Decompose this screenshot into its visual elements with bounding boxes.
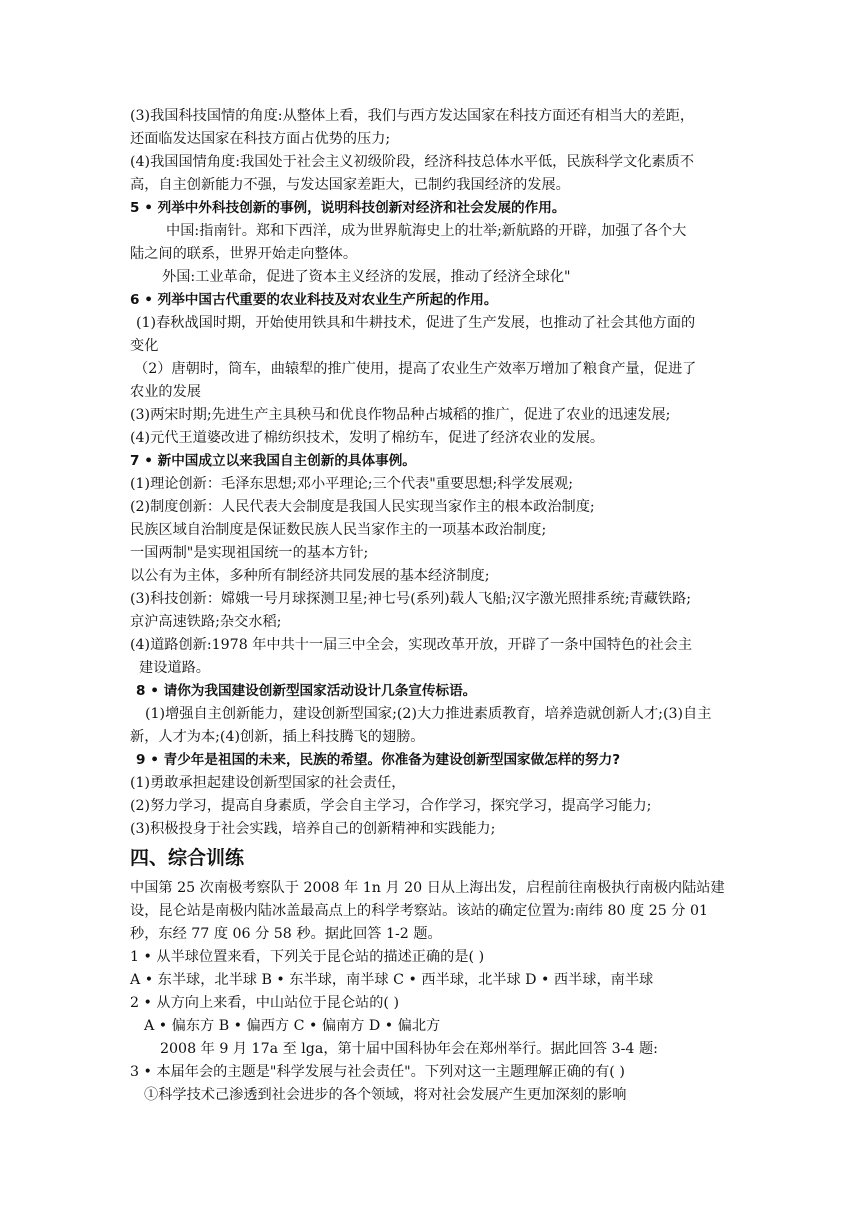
- question-text: 3 • 本届年会的主题是"科学发展与社会责任"。下列对这一主题理解正确的有( ): [130, 1064, 625, 1080]
- text-line: 京沪高速铁路;杂交水稻;: [130, 614, 282, 630]
- text-line: 以公有为主体，多种所有制经济共同发展的基本经济制度;: [130, 568, 490, 584]
- text-line: 中国第 25 次南极考察队于 2008 年 1n 月 20 日从上海出发，启程前往南极执行南极内陆站建: [130, 880, 725, 896]
- text-line: (4)我国国情角度:我国处于社会主义初级阶段，经济科技总体水平低，民族科学文化素质不: [130, 154, 695, 170]
- answer-options: A • 东半球，北半球 B • 东半球，南半球 C • 西半球，北半球 D • 西半球，南半球: [130, 972, 654, 988]
- question-heading: 7 • 新中国成立以来我国自主创新的具体事例。: [130, 453, 416, 469]
- text-line: 民族区域自治制度是保证数民族人民当家作主的一项基本政治制度;: [130, 522, 547, 538]
- question-heading: 5 • 列举中外科技创新的事例，说明科技创新对经济和社会发展的作用。: [130, 200, 566, 216]
- question-text: 2 • 从方向上来看，中山站位于昆仑站的( ): [130, 995, 399, 1011]
- text-line: 一国两制"是实现祖国统一的基本方针;: [130, 545, 369, 561]
- text-line: 新，人才为本;(4)创新，插上科技腾飞的翅膀。: [130, 729, 425, 745]
- text-line: 外国:工业革命，促进了资本主义经济的发展，推动了经济全球化": [162, 269, 571, 285]
- text-line: (1)理论创新：毛泽东思想;邓小平理论;三个代表"重要思想;科学发展观;: [130, 476, 573, 492]
- text-line: （2）唐朝时，筒车，曲辕犁的推广使用，提高了农业生产效率万增加了粮食产量，促进了: [134, 361, 697, 377]
- text-line: 高，自主创新能力不强，与发达国家差距大，已制约我国经济的发展。: [130, 177, 570, 193]
- text-line: 秒，东经 77 度 06 分 58 秒。据此回答 1-2 题。: [130, 926, 442, 942]
- text-line: 陆之间的联系，世界开始走向整体。: [130, 246, 358, 262]
- question-heading: 8 • 请你为我国建设创新型国家活动设计几条宣传标语。: [136, 683, 477, 699]
- text-line: (2)制度创新：人民代表大会制度是我国人民实现当家作主的根本政治制度;: [130, 499, 595, 515]
- question-heading: 9 • 青少年是祖国的未来，民族的希望。你准备为建设创新型国家做怎样的努力?: [136, 752, 621, 768]
- text-line: 中国:指南针。郑和下西洋，成为世界航海史上的壮举;新航路的开辟，加强了各个大: [166, 223, 687, 239]
- text-line: (1)勇敢承担起建设创新型国家的社会责任，: [130, 775, 406, 791]
- text-line: (1)春秋战国时期，开始使用铁具和牛耕技术，促进了生产发展，也推动了社会其他方面的: [136, 315, 696, 331]
- text-line: (1)增强自主创新能力，建设创新型国家;(2)大力推进素质教育，培养造就创新人才;(3)自主: [145, 706, 712, 722]
- text-line: 2008 年 9 月 17a 至 lga，第十届中国科协年会在郑州举行。据此回答 3-4 题:: [160, 1041, 658, 1057]
- text-line: 还面临发达国家在科技方面占优势的压力;: [130, 131, 391, 147]
- question-text: 1 • 从半球位置来看，下列关于昆仑站的描述正确的是( ): [130, 949, 485, 965]
- text-line: 建设道路。: [139, 660, 210, 676]
- text-line: (3)两宋时期;先进生产主具秧马和优良作物品种占城稻的推广，促进了农业的迅速发展;: [130, 407, 671, 423]
- text-line: (2)努力学习，提高自身素质，学会自主学习，合作学习，探究学习，提高学习能力;: [130, 798, 652, 814]
- text-line: 变化: [130, 338, 159, 354]
- text-line: (3)积极投身于社会实践，培养自己的创新精神和实践能力;: [130, 821, 496, 837]
- text-line: ①科学技术己渗透到社会进步的各个领域，将对社会发展产生更加深刻的影响: [144, 1087, 627, 1103]
- answer-options: A • 偏东方 B • 偏西方 C • 偏南方 D • 偏北方: [144, 1018, 441, 1034]
- text-line: 农业的发展: [130, 384, 201, 400]
- text-line: (3)我国科技国情的角度:从整体上看，我们与西方发达国家在科技方面还有相当大的差距，: [130, 108, 695, 124]
- question-heading: 6 • 列举中国古代重要的农业科技及对农业生产所起的作用。: [130, 292, 498, 308]
- section-heading: 四、综合训练: [130, 847, 245, 869]
- text-line: (3)科技创新：嫦娥一号月球探测卫星;神七号(系列)载人飞船;汉字激光照排系统;青藏铁路;: [130, 591, 692, 607]
- text-line: (4)元代王道婆改进了棉纺织技术，发明了棉纺车，促进了经济农业的发展。: [130, 430, 605, 446]
- text-line: 设，昆仑站是南极内陆冰盖最高点上的科学考察站。该站的确定位置为:南纬 80 度 25 分 01: [130, 903, 709, 919]
- text-line: (4)道路创新:1978 年中共十一届三中全会，实现改革开放，开辟了一条中国特色的社会主: [130, 637, 693, 653]
